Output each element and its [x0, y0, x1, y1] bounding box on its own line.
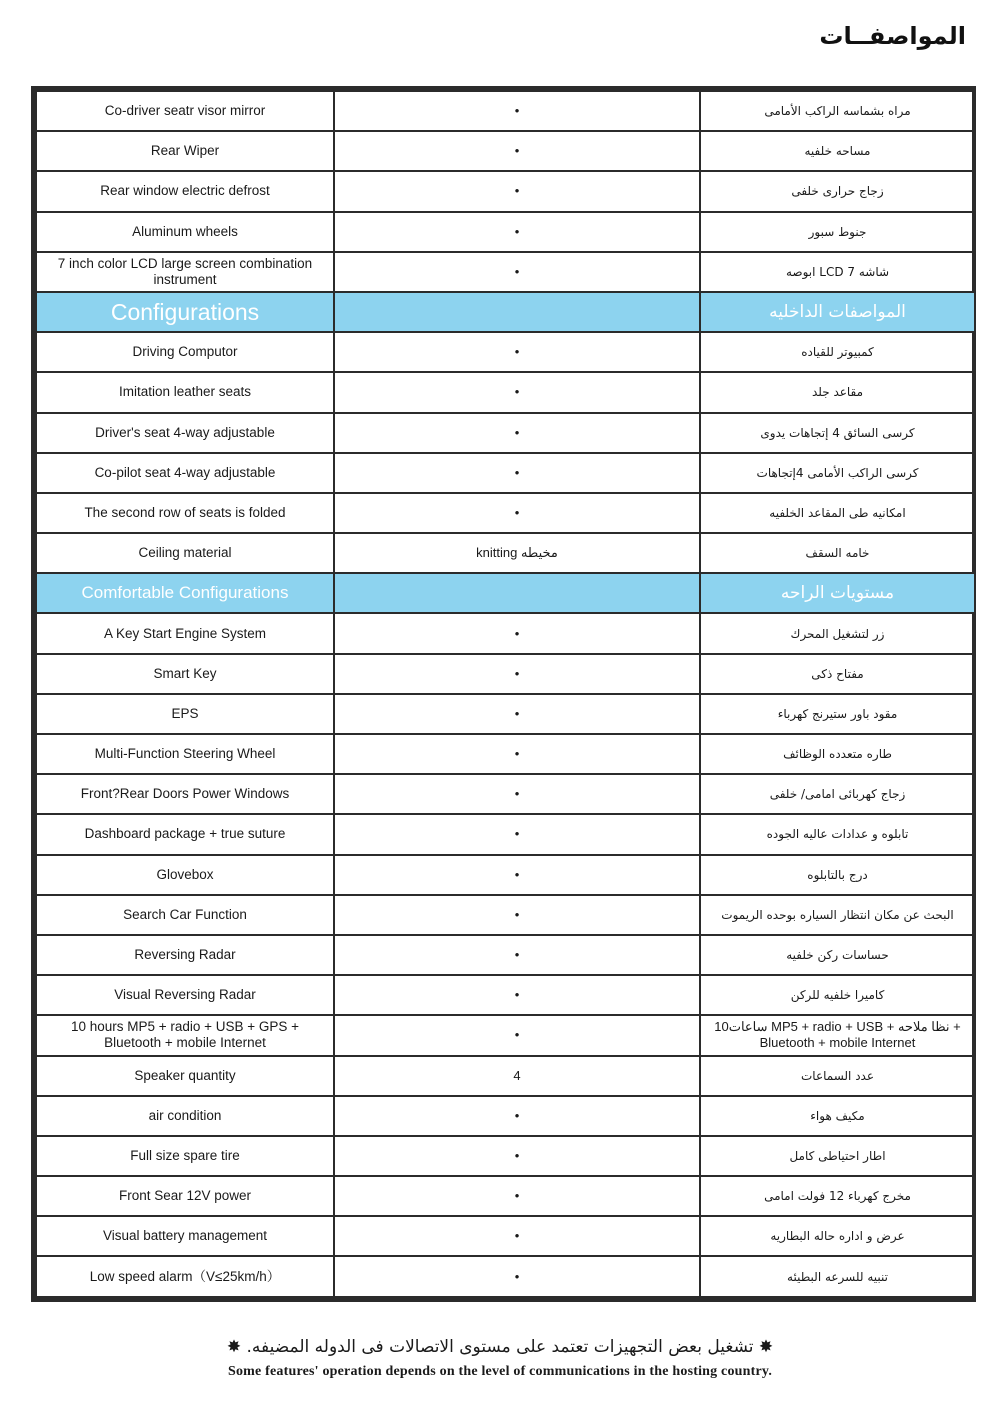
feature-name-ar: كرسى الراكب الأمامى 4إتجاهات [700, 453, 975, 493]
spec-row [36, 131, 975, 171]
feature-name-en: Front?Rear Doors Power Windows [36, 774, 334, 814]
spec-row [36, 252, 975, 292]
spec-row [36, 332, 975, 372]
feature-value: • [334, 613, 700, 653]
feature-name-ar: مقود باور ستيرنج كهرباء [700, 694, 975, 734]
feature-value: • [334, 413, 700, 453]
feature-value: • [334, 895, 700, 935]
feature-name-ar: زر لتشغيل المحرك [700, 613, 975, 653]
feature-name-ar: مقاعد جلد [700, 372, 975, 412]
feature-name-ar: زجاج كهربائى امامى/ خلفى [700, 774, 975, 814]
feature-value: • [334, 774, 700, 814]
feature-name-en: Rear Wiper [36, 131, 334, 171]
spec-row [36, 694, 975, 734]
feature-name-en: Smart Key [36, 654, 334, 694]
feature-name-ar: مراه بشماسه الراكب الأمامى [700, 91, 975, 131]
footer-english-note: Some features' operation depends on the level of communications in the hosting country. [227, 1364, 773, 1379]
section-title-ar: مستويات الراحه [700, 573, 975, 613]
specifications-table [31, 86, 976, 1302]
section-header-row [36, 292, 975, 332]
feature-name-ar: كرسى السائق 4 إتجاهات يدوى [700, 413, 975, 453]
feature-value: 4 [334, 1056, 700, 1096]
spec-row [36, 1136, 975, 1176]
feature-name-ar: زجاج حرارى خلفى [700, 171, 975, 211]
feature-value: • [334, 855, 700, 895]
feature-value: • [334, 453, 700, 493]
spec-row [36, 935, 975, 975]
feature-name-ar: شاشه LCD 7 ابوصه [700, 252, 975, 292]
spec-row [36, 91, 975, 131]
spec-row [36, 1015, 975, 1055]
feature-name-en: EPS [36, 694, 334, 734]
feature-name-en: Co-pilot seat 4-way adjustable [36, 453, 334, 493]
feature-name-en: 7 inch color LCD large screen combination instrument [36, 252, 334, 292]
feature-name-en: Co-driver seatr visor mirror [36, 91, 334, 131]
spec-row [36, 774, 975, 814]
feature-name-en: air condition [36, 1096, 334, 1136]
spec-row [36, 613, 975, 653]
feature-name-en: The second row of seats is folded [36, 493, 334, 533]
spec-row [36, 654, 975, 694]
feature-name-en: 10 hours MP5 + radio + USB + GPS + Bluetooth + mobile Internet [36, 1015, 334, 1055]
feature-value: • [334, 734, 700, 774]
feature-name-en: Driver's seat 4-way adjustable [36, 413, 334, 453]
feature-value: • [334, 694, 700, 734]
feature-value: • [334, 332, 700, 372]
feature-name-en: Driving Computor [36, 332, 334, 372]
feature-name-en: Glovebox [36, 855, 334, 895]
feature-name-ar: عرض و اداره حاله البطاريه [700, 1216, 975, 1256]
spec-row [36, 734, 975, 774]
feature-name-en: Front Sear 12V power [36, 1176, 334, 1216]
section-title-en: Configurations [36, 292, 334, 332]
section-header-row [36, 573, 975, 613]
feature-value: • [334, 1015, 700, 1055]
section-title-en: Comfortable Configurations [36, 573, 334, 613]
feature-value: knitting مخيطه [334, 533, 700, 573]
spec-row [36, 1056, 975, 1096]
feature-name-ar: كاميرا خلفيه للركن [700, 975, 975, 1015]
feature-name-ar: خامه السقف [700, 533, 975, 573]
feature-value: • [334, 1256, 700, 1296]
feature-value [334, 292, 700, 332]
feature-name-en: Search Car Function [36, 895, 334, 935]
feature-value: • [334, 252, 700, 292]
feature-value: • [334, 171, 700, 211]
spec-row [36, 855, 975, 895]
footer-arabic-note: ✸ تشغيل بعض التجهيزات تعتمد على مستوى الاتصالات فى الدوله المضيفه. ✸ [226, 1337, 774, 1357]
feature-name-ar: 10ساعات MP5 + radio + USB + نظا ملاحه + Bluetooth + mobile Internet [700, 1015, 975, 1055]
feature-name-ar: البحث عن مكان انتظار السياره بوحده الريموت [700, 895, 975, 935]
spec-row [36, 975, 975, 1015]
spec-row [36, 814, 975, 854]
feature-name-en: Full size spare tire [36, 1136, 334, 1176]
spec-row [36, 212, 975, 252]
feature-name-ar: مكيف هواء [700, 1096, 975, 1136]
feature-value: • [334, 1216, 700, 1256]
spec-row [36, 413, 975, 453]
feature-name-en: A Key Start Engine System [36, 613, 334, 653]
feature-name-ar: طاره متعدده الوظائف [700, 734, 975, 774]
feature-name-en: Reversing Radar [36, 935, 334, 975]
spec-row [36, 493, 975, 533]
feature-name-en: Low speed alarm（V≤25km/h） [36, 1256, 334, 1296]
feature-value: • [334, 975, 700, 1015]
feature-name-en: Ceiling material [36, 533, 334, 573]
feature-name-en: Imitation leather seats [36, 372, 334, 412]
specifications-table-body [36, 91, 975, 1297]
spec-row [36, 1216, 975, 1256]
page-title: المواصفــات [819, 22, 966, 50]
spec-row [36, 895, 975, 935]
feature-name-ar: اطار احتياطى كامل [700, 1136, 975, 1176]
feature-name-ar: كمبيوتر للقياده [700, 332, 975, 372]
feature-name-ar: عدد السماعات [700, 1056, 975, 1096]
feature-name-ar: حساسات ركن خلفيه [700, 935, 975, 975]
feature-value: • [334, 814, 700, 854]
spec-row [36, 533, 975, 573]
feature-name-en: Dashboard package + true suture [36, 814, 334, 854]
feature-value: • [334, 1096, 700, 1136]
feature-value: • [334, 131, 700, 171]
feature-value: • [334, 493, 700, 533]
feature-name-ar: امكانيه طى المقاعد الخلفيه [700, 493, 975, 533]
feature-value: • [334, 1136, 700, 1176]
feature-name-en: Aluminum wheels [36, 212, 334, 252]
feature-name-en: Visual Reversing Radar [36, 975, 334, 1015]
feature-value: • [334, 91, 700, 131]
feature-value: • [334, 1176, 700, 1216]
feature-name-ar: جنوط سبور [700, 212, 975, 252]
feature-name-en: Visual battery management [36, 1216, 334, 1256]
spec-row [36, 372, 975, 412]
feature-name-ar: مفتاح ذكى [700, 654, 975, 694]
feature-name-ar: تنبيه للسرعه البطيئه [700, 1256, 975, 1296]
feature-name-ar: درج بالتابلوه [700, 855, 975, 895]
feature-name-en: Rear window electric defrost [36, 171, 334, 211]
feature-name-en: Speaker quantity [36, 1056, 334, 1096]
feature-value: • [334, 935, 700, 975]
feature-value [334, 573, 700, 613]
spec-row [36, 1256, 975, 1296]
feature-value: • [334, 372, 700, 412]
spec-row [36, 1176, 975, 1216]
spec-row [36, 1096, 975, 1136]
feature-name-ar: مخرج كهرباء 12 فولت امامى [700, 1176, 975, 1216]
spec-row [36, 453, 975, 493]
feature-value: • [334, 212, 700, 252]
feature-name-ar: تابلوه و عدادات عاليه الجوده [700, 814, 975, 854]
feature-name-ar: مساحه خلفيه [700, 131, 975, 171]
section-title-ar: المواصفات الداخليه [700, 292, 975, 332]
spec-row [36, 171, 975, 211]
feature-name-en: Multi-Function Steering Wheel [36, 734, 334, 774]
feature-value: • [334, 654, 700, 694]
